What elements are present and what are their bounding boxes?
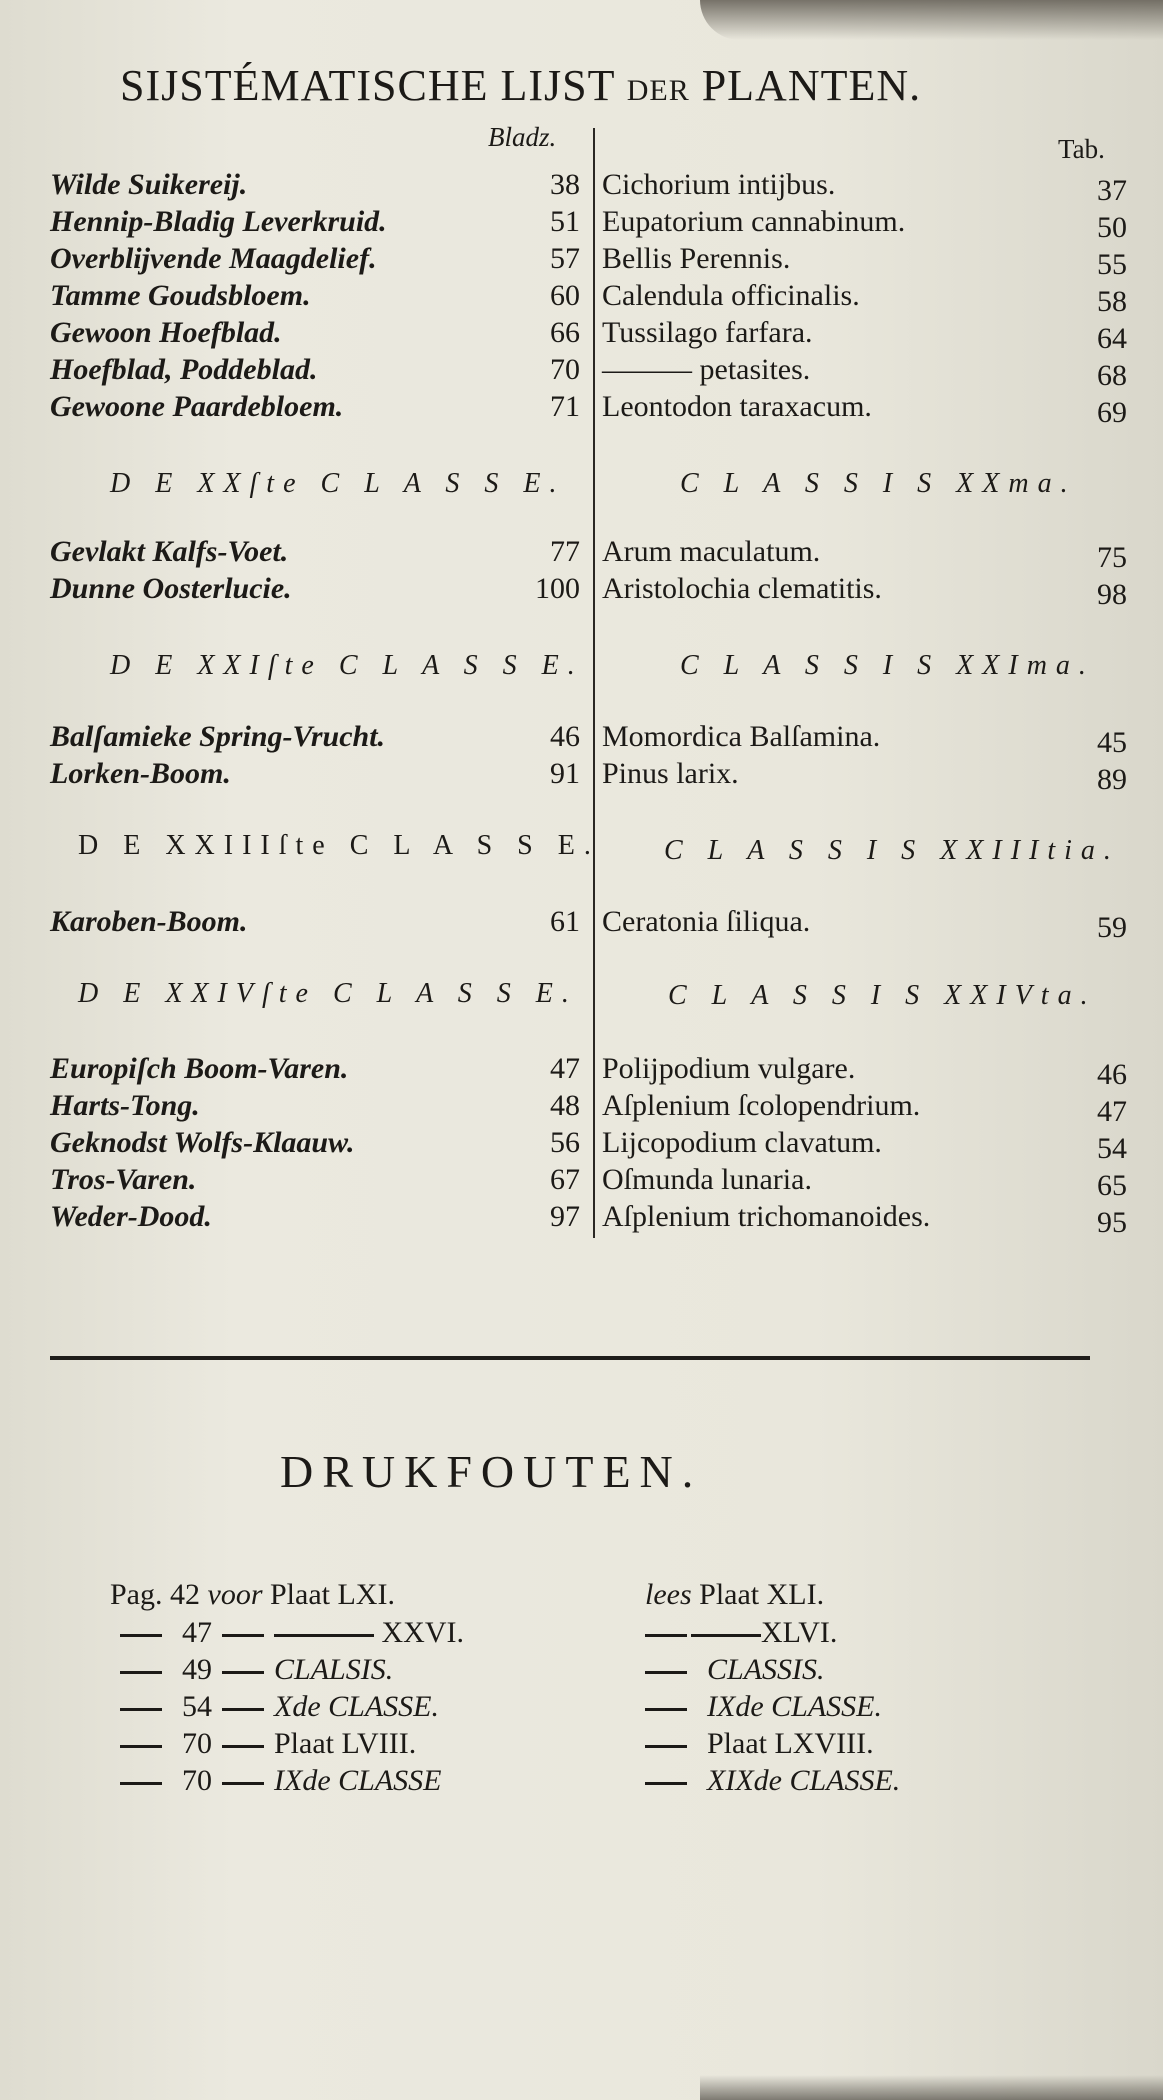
plate-number: 64 xyxy=(1097,322,1127,355)
latin-name: Cichorium intijbus. xyxy=(602,168,836,201)
plate-number: 55 xyxy=(1097,248,1127,281)
latin-name: Aristolochia clematitis. xyxy=(602,572,882,605)
list-item xyxy=(50,1052,580,1088)
page-number: 100 xyxy=(535,572,580,605)
errata-wrong-text: XXVI. xyxy=(381,1616,464,1649)
list-item xyxy=(602,242,1127,281)
page-number: 38 xyxy=(550,168,580,201)
page-number: 51 xyxy=(550,205,580,238)
dutch-name: Weder-Dood. xyxy=(50,1200,212,1233)
errata-row-right xyxy=(645,1764,900,1798)
section-heading-dutch: D E XXſte C L A S S E. xyxy=(110,468,566,499)
list-item xyxy=(50,1200,580,1236)
page-number: 70 xyxy=(550,353,580,386)
dutch-name: Harts-Tong. xyxy=(50,1089,200,1122)
page-number: 77 xyxy=(550,535,580,568)
page-number: 91 xyxy=(550,757,580,790)
ditto-dash xyxy=(222,1782,264,1785)
page-number: 48 xyxy=(550,1089,580,1122)
errata-wrong-text: Plaat LXI. xyxy=(270,1578,395,1611)
plate-number: 59 xyxy=(1097,911,1127,944)
plate-number: 68 xyxy=(1097,359,1127,392)
list-item xyxy=(50,535,580,571)
plate-number: 45 xyxy=(1097,726,1127,759)
header-tab: Tab. xyxy=(1058,134,1105,164)
list-item xyxy=(602,316,1127,355)
dutch-name: Geknodst Wolfs-Klaauw. xyxy=(50,1126,355,1159)
latin-name: Calendula officinalis. xyxy=(602,279,860,312)
errata-row-wrong xyxy=(120,1764,441,1798)
ditto-dash xyxy=(274,1634,374,1637)
plate-number: 50 xyxy=(1097,211,1127,244)
plate-number: 95 xyxy=(1097,1206,1127,1239)
plate-number: 69 xyxy=(1097,396,1127,429)
plate-number: 98 xyxy=(1097,578,1127,611)
ditto-dash xyxy=(645,1634,687,1637)
ditto-dash xyxy=(691,1634,761,1637)
latin-name: Tussilago farfara. xyxy=(602,316,813,349)
list-item xyxy=(602,905,1127,944)
errata-right-text: CLASSIS. xyxy=(707,1653,825,1686)
errata-row-wrong xyxy=(120,1727,416,1761)
errata-lees-label: lees xyxy=(645,1578,692,1611)
ditto-dash xyxy=(645,1671,687,1674)
list-item xyxy=(50,316,580,352)
latin-name: Aſplenium ſcolopendrium. xyxy=(602,1089,921,1122)
list-item xyxy=(50,390,580,426)
list-item xyxy=(602,572,1127,611)
page-shadow-top xyxy=(700,0,1163,40)
ditto-dash xyxy=(222,1671,264,1674)
ditto-dash xyxy=(120,1782,162,1785)
errata-row-wrong xyxy=(120,1690,439,1724)
latin-name: ——— petasites. xyxy=(602,353,811,386)
errata-wrong-text: IXde CLASSE xyxy=(274,1764,442,1797)
plate-number: 47 xyxy=(1097,1095,1127,1128)
ditto-dash xyxy=(222,1708,264,1711)
list-item xyxy=(50,720,580,756)
errata-right-text: IXde CLASSE. xyxy=(707,1690,882,1723)
page-number: 60 xyxy=(550,279,580,312)
errata-pag-label: Pag. xyxy=(110,1578,163,1611)
errata-wrong-text: Plaat LVIII. xyxy=(274,1727,417,1760)
list-item xyxy=(50,757,580,793)
dutch-name: Gewoone Paardebloem. xyxy=(50,390,344,423)
page-number: 61 xyxy=(550,905,580,938)
section-heading-latin: C L A S S I S XXIma. xyxy=(680,650,1095,681)
title-part-3: PLANTEN. xyxy=(701,61,922,110)
page-number: 56 xyxy=(550,1126,580,1159)
latin-name: Polijpodium vulgare. xyxy=(602,1052,856,1085)
ditto-dash xyxy=(645,1708,687,1711)
list-item xyxy=(602,205,1127,244)
dutch-name: Wilde Suikereij. xyxy=(50,168,248,201)
list-item xyxy=(602,168,1127,207)
latin-name: Arum maculatum. xyxy=(602,535,821,568)
ditto-dash xyxy=(222,1634,264,1637)
latin-name: Eupatorium cannabinum. xyxy=(602,205,906,238)
list-item xyxy=(602,1163,1127,1202)
dutch-name: Hoefblad, Poddeblad. xyxy=(50,353,318,386)
errata-row-wrong xyxy=(120,1653,393,1687)
title-part-2: DER xyxy=(626,74,690,107)
list-item xyxy=(602,353,1127,392)
list-item xyxy=(602,1200,1127,1239)
ditto-dash xyxy=(222,1745,264,1748)
section-heading-dutch: D E XXIVſte C L A S S E. xyxy=(78,978,578,1009)
errata-page-number: 70 xyxy=(182,1764,212,1797)
plate-number: 65 xyxy=(1097,1169,1127,1202)
errata-right-text: Plaat LXVIII. xyxy=(707,1727,874,1760)
latin-name: Momordica Balſamina. xyxy=(602,720,881,753)
errata-row-right xyxy=(645,1653,825,1687)
ditto-dash xyxy=(120,1745,162,1748)
page-number: 97 xyxy=(550,1200,580,1233)
errata-page-number: 42 xyxy=(170,1578,200,1611)
section-heading-latin: C L A S S I S XXIVta. xyxy=(668,980,1097,1011)
dutch-name: Overblijvende Maagdelief. xyxy=(50,242,377,275)
column-divider xyxy=(593,128,595,1238)
errata-voor-label: voor xyxy=(207,1578,263,1611)
list-item xyxy=(602,720,1127,759)
dutch-name: Tros-Varen. xyxy=(50,1163,197,1196)
dutch-name: Lorken-Boom. xyxy=(50,757,231,790)
latin-name: Pinus larix. xyxy=(602,757,739,790)
latin-name: Aſplenium trichomanoides. xyxy=(602,1200,931,1233)
plate-number: 37 xyxy=(1097,174,1127,207)
errata-page-number: 54 xyxy=(182,1690,212,1723)
dutch-name: Gevlakt Kalfs-Voet. xyxy=(50,535,289,568)
latin-name: Bellis Perennis. xyxy=(602,242,791,275)
errata-right-text: XLVI. xyxy=(761,1616,838,1649)
errata-wrong-text: CLALSIS. xyxy=(274,1653,394,1686)
plate-number: 58 xyxy=(1097,285,1127,318)
list-item xyxy=(50,205,580,241)
section-heading-dutch: D E XXIIIſte C L A S S E. xyxy=(78,830,600,861)
errata-row-wrong xyxy=(120,1616,464,1650)
list-item xyxy=(602,390,1127,429)
errata-page-number: 49 xyxy=(182,1653,212,1686)
ditto-dash xyxy=(120,1708,162,1711)
section-heading-latin: C L A S S I S XXIIItia. xyxy=(664,835,1120,866)
errata-right-text: Plaat XLI. xyxy=(699,1578,825,1611)
plate-number: 54 xyxy=(1097,1132,1127,1165)
ditto-dash xyxy=(645,1782,687,1785)
dutch-name: Karoben-Boom. xyxy=(50,905,248,938)
page-title xyxy=(120,60,1060,111)
list-item xyxy=(50,279,580,315)
errata-page-number: 47 xyxy=(182,1616,212,1649)
list-item xyxy=(50,905,580,941)
ditto-dash xyxy=(120,1671,162,1674)
list-item xyxy=(602,1126,1127,1165)
errata-row-right xyxy=(645,1727,874,1761)
dutch-name: Europiſch Boom-Varen. xyxy=(50,1052,349,1085)
ditto-dash xyxy=(645,1745,687,1748)
list-item xyxy=(602,1089,1127,1128)
errata-row-wrong xyxy=(110,1578,395,1612)
section-divider xyxy=(50,1356,1090,1360)
page-number: 66 xyxy=(550,316,580,349)
dutch-name: Hennip-Bladig Leverkruid. xyxy=(50,205,387,238)
page-number: 57 xyxy=(550,242,580,275)
dutch-name: Balſamieke Spring-Vrucht. xyxy=(50,720,386,753)
dutch-name: Dunne Oosterlucie. xyxy=(50,572,292,605)
latin-name: Lijcopodium clavatum. xyxy=(602,1126,882,1159)
list-item xyxy=(50,242,580,278)
page-number: 46 xyxy=(550,720,580,753)
errata-wrong-text: Xde CLASSE. xyxy=(274,1690,439,1723)
list-item xyxy=(50,572,580,608)
list-item xyxy=(602,757,1127,796)
plate-number: 75 xyxy=(1097,541,1127,574)
dutch-name: Tamme Goudsbloem. xyxy=(50,279,311,312)
errata-row-right xyxy=(645,1578,824,1612)
latin-name: Ceratonia ſiliqua. xyxy=(602,905,811,938)
section-heading-latin: C L A S S I S XXma. xyxy=(680,468,1077,499)
page-shadow-bottom xyxy=(700,2075,1163,2100)
list-item xyxy=(602,1052,1127,1091)
page-number: 67 xyxy=(550,1163,580,1196)
list-item xyxy=(602,279,1127,318)
page-number: 47 xyxy=(550,1052,580,1085)
ditto-dash xyxy=(120,1634,162,1637)
errata-title: DRUKFOUTEN. xyxy=(280,1446,703,1497)
latin-name: Leontodon taraxacum. xyxy=(602,390,872,423)
title-part-1: SIJSTÉMATISCHE LIJST xyxy=(120,61,615,110)
list-item xyxy=(50,1126,580,1162)
plate-number: 89 xyxy=(1097,763,1127,796)
section-heading-dutch: D E XXIſte C L A S S E. xyxy=(110,650,584,681)
list-item xyxy=(602,535,1127,574)
page-number: 71 xyxy=(550,390,580,423)
list-item xyxy=(50,353,580,389)
errata-page-number: 70 xyxy=(182,1727,212,1760)
list-item xyxy=(50,1089,580,1125)
list-item xyxy=(50,1163,580,1199)
plate-number: 46 xyxy=(1097,1058,1127,1091)
latin-name: Oſmunda lunaria. xyxy=(602,1163,812,1196)
errata-right-text: XIXde CLASSE. xyxy=(707,1764,901,1797)
errata-row-right xyxy=(645,1690,882,1724)
errata-row-right xyxy=(645,1616,837,1650)
header-bladz: Bladz. xyxy=(488,122,557,152)
dutch-name: Gewoon Hoefblad. xyxy=(50,316,282,349)
list-item xyxy=(50,168,580,204)
